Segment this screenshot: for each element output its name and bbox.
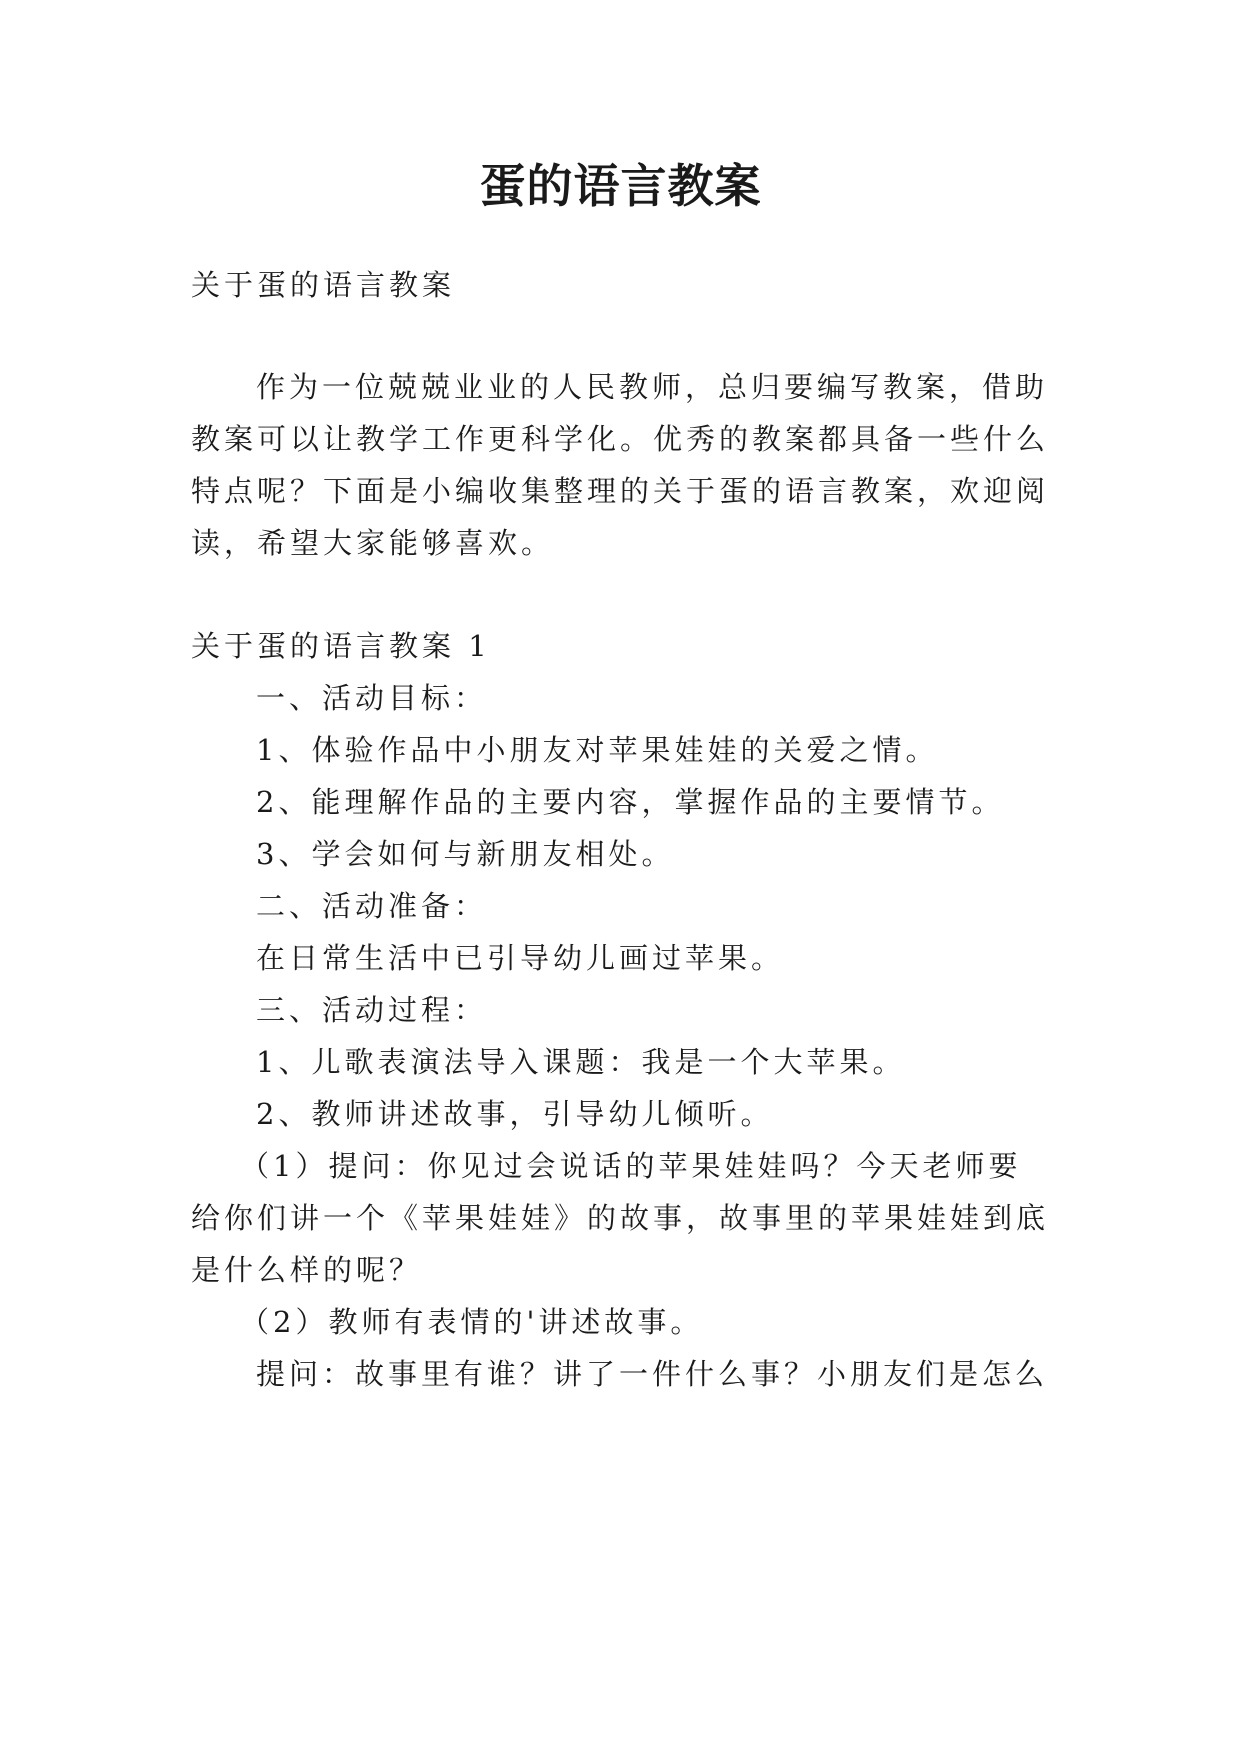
body-line: 给你们讲一个《苹果娃娃》的故事，故事里的苹果娃娃到底 [191,1201,1050,1235]
intro-line: 读，希望大家能够喜欢。 [191,526,555,560]
body-line: 二、活动准备： [256,889,488,923]
document-subtitle: 关于蛋的语言教案 [191,268,456,302]
body-line: 2、能理解作品的主要内容，掌握作品的主要情节。 [256,785,1005,819]
body-line: 三、活动过程： [256,993,488,1027]
section-heading: 关于蛋的语言教案 1 [191,629,491,663]
body-line: （1）提问：你见过会说话的苹果娃娃吗？今天老师要 [240,1149,1022,1183]
body-line: 3、学会如何与新朋友相处。 [256,837,675,871]
body-line: （2）教师有表情的'讲述故事。 [240,1305,704,1339]
intro-line: 教案可以让教学工作更科学化。优秀的教案都具备一些什么 [191,422,1050,456]
body-line: 一、活动目标： [256,681,488,715]
document-title: 蛋的语言教案 [479,159,762,213]
body-line: 1、儿歌表演法导入课题：我是一个大苹果。 [256,1045,906,1079]
body-line: 是什么样的呢？ [191,1253,423,1287]
body-line: 提问：故事里有谁？讲了一件什么事？小朋友们是怎么 [256,1357,1049,1391]
body-line: 在日常生活中已引导幼儿画过苹果。 [256,941,785,975]
body-line: 2、教师讲述故事，引导幼儿倾听。 [256,1097,774,1131]
body-line: 1、体验作品中小朋友对苹果娃娃的关爱之情。 [256,733,939,767]
intro-line: 作为一位兢兢业业的人民教师，总归要编写教案，借助 [256,370,1049,404]
intro-line: 特点呢？下面是小编收集整理的关于蛋的语言教案，欢迎阅 [191,474,1050,508]
